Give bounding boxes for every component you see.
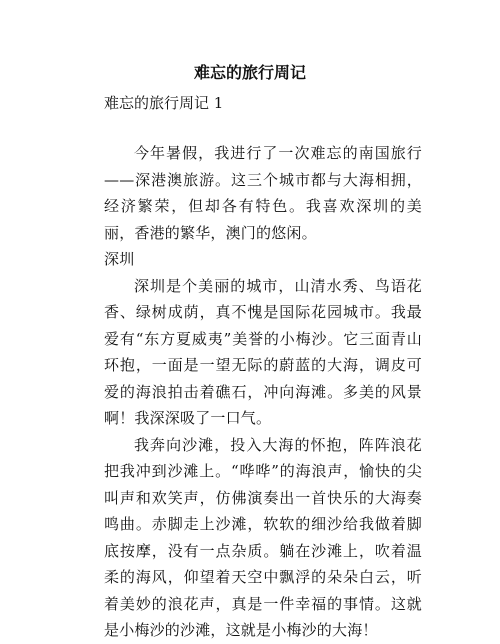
document-body bbox=[104, 140, 422, 644]
paragraph-intro: 今年暑假，我进行了一次难忘的南国旅行——深港澳旅游。这三个城市都与大海相拥，经济繁荣，但却各有特色。我喜欢深圳的美丽，香港的繁华，澳门的悠闲。 bbox=[104, 144, 422, 242]
document-title: 难忘的旅行周记 bbox=[193, 63, 306, 82]
paragraph-beach: 我奔向沙滩，投入大海的怀抱，阵阵浪花把我冲到沙滩上。“哗哗”的海浪声，愉快的尖叫声和欢笑声，仿佛演奏出一首快乐的大海奏鸣曲。赤脚走上沙滩，软软的细沙给我做着脚底按摩，没有一点杂质。躺在沙滩上，吹着温柔的海风，仰望着天空中飘浮的朵朵白云，听着美妙的浪花声，真是一件幸福的事情。这就是小梅沙的沙滩，这就是小梅沙的大海！ bbox=[104, 435, 422, 639]
paragraph-shenzhen: 深圳是个美丽的城市，山清水秀、鸟语花香、绿树成荫，真不愧是国际花园城市。我最爱有“东方夏威夷”美誉的小梅沙。它三面青山环抱，一面是一望无际的蔚蓝的大海，调皮可爱的海浪拍击着礁石，冲向海滩。多美的风景啊！我深深吸了一口气。 bbox=[104, 276, 422, 427]
section-heading-shenzhen: 深圳 bbox=[104, 250, 135, 268]
document-subtitle: 难忘的旅行周记 1 bbox=[104, 94, 224, 112]
